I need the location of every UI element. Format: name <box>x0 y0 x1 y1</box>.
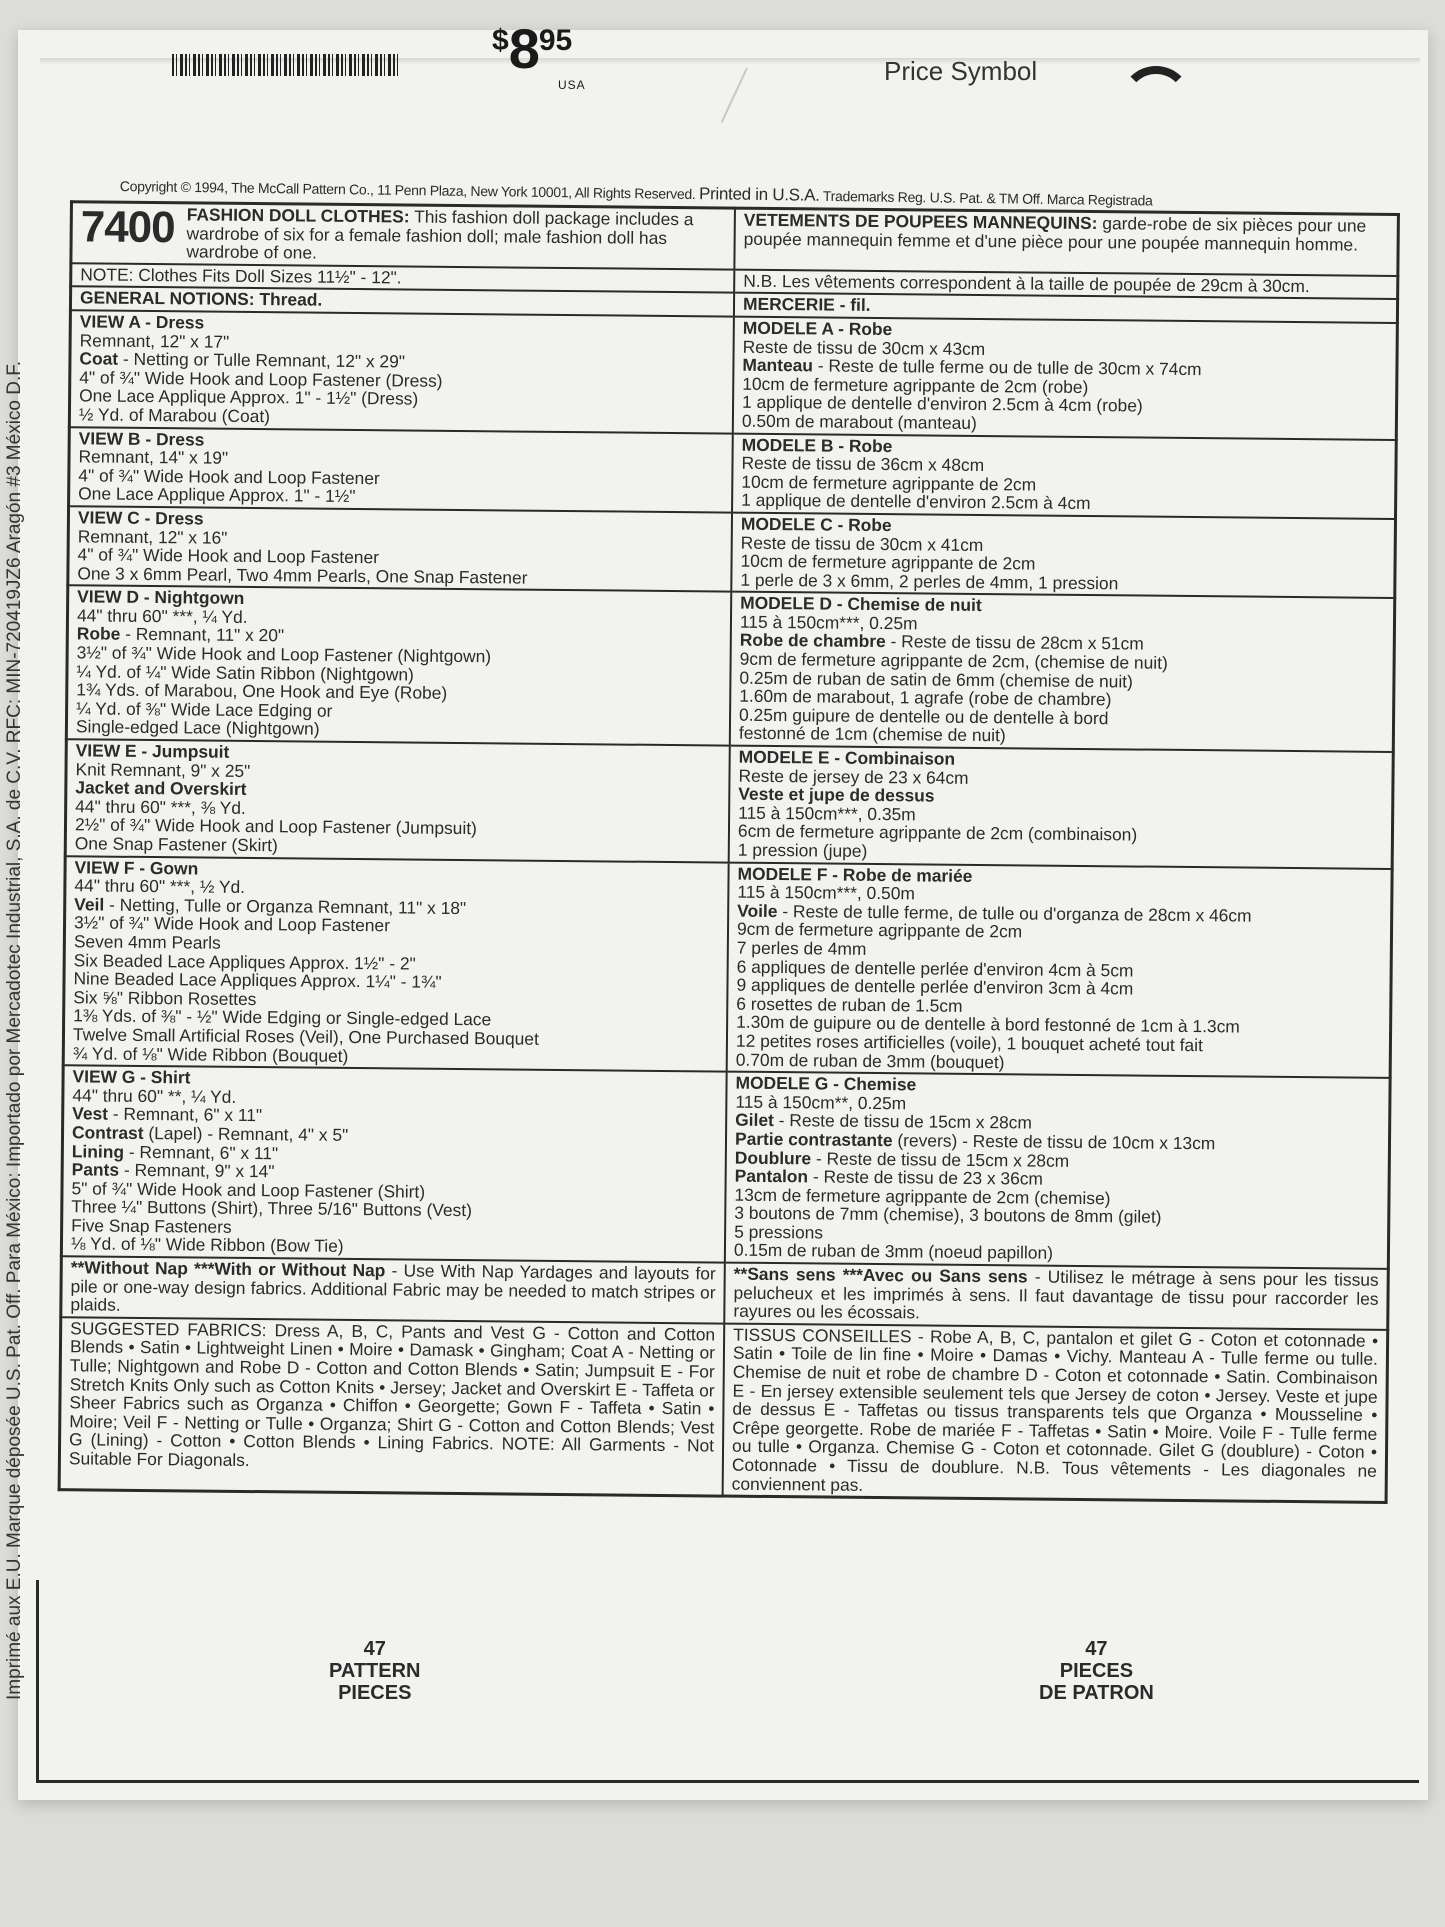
view-line: 1 pression (jupe) <box>737 839 868 861</box>
view-line: Robe de chambre - Reste de tissu de 28cm x 51cm <box>739 630 1144 655</box>
view-line: ¼ Yd. of ¼" Wide Satin Ribbon (Nightgown) <box>76 660 414 685</box>
title-fr <box>734 208 1398 276</box>
view-line: 7 perles de 4mm <box>736 937 867 959</box>
view-line: Voile - Reste de tulle ferme, de tulle ou d'organza de 28cm x 46cm <box>737 900 1252 926</box>
view-line: 9cm de fermeture agrippante de 2cm, (chemise de nuit) <box>739 648 1168 673</box>
title-en <box>71 202 735 270</box>
view-heading: VIEW A - Dress <box>79 311 205 333</box>
printed-in: Printed in U.S.A. <box>698 184 820 205</box>
pattern-pieces-area <box>36 1580 1419 1783</box>
view-cell-en <box>69 310 734 433</box>
view-row <box>66 586 1394 752</box>
pattern-pieces-en <box>329 1638 420 1704</box>
view-cell-en <box>68 506 732 592</box>
view-heading: MODELE B - Robe <box>741 434 893 456</box>
crescent-symbol-icon <box>1120 66 1192 138</box>
view-line: Knit Remnant, 9" x 25" <box>75 758 251 781</box>
view-heading: MODELE E - Combinaison <box>738 746 956 769</box>
view-heading: VIEW C - Dress <box>77 507 204 529</box>
view-line: 1 applique de dentelle d'environ 2.5cm à 4cm <box>741 489 1091 514</box>
view-heading: MODELE D - Chemise de nuit <box>740 592 982 616</box>
view-cell-fr <box>729 746 1394 869</box>
price-country: USA <box>558 78 586 92</box>
view-line: Jacket and Overskirt <box>75 777 247 800</box>
view-heading: VIEW E - Jumpsuit <box>75 740 230 762</box>
barcode-icon <box>172 54 398 76</box>
view-cell-en <box>65 739 730 862</box>
view-line: One Lace Applique Approx. 1" - 1½" (Dress) <box>79 385 419 409</box>
view-line: 4" of ¾" Wide Hook and Loop Fastener <box>77 544 380 568</box>
view-line: Partie contrastante (revers) - Reste de tissu de 10cm x 13cm <box>734 1128 1216 1154</box>
view-line: Gilet - Reste de tissu de 15cm x 28cm <box>735 1109 1033 1133</box>
view-line: Twelve Small Artificial Roses (Veil), One Purchased Bouquet <box>72 1024 539 1049</box>
view-heading: VIEW F - Gown <box>74 856 199 879</box>
pieces-label-fr-2: DE PATRON <box>1039 1682 1154 1704</box>
trademark-text: Trademarks Reg. U.S. Pat. & TM Off. Marca Registrada <box>822 187 1153 209</box>
view-line: One 3 x 6mm Pearl, Two 4mm Pearls, One Snap Fastener <box>77 563 528 588</box>
view-line: 115 à 150cm**, 0.25m <box>735 1091 907 1114</box>
view-line: Contrast (Lapel) - Remnant, 4" x 5" <box>71 1122 349 1145</box>
fabrics-fr-text: TISSUS CONSEILLES - Robe A, B, C, pantalon et gilet G - Coton et cotonnade • Satin • Toile de lin fine • Moire • Damas • Vichy. Manteau A - Tulle ferme ou tulle. Chemise de nuit et robe de chambre D - Coton et cotonnade • Satin. Combinaison E - En jersey extensible seulement tels que Jersey de coton • Jersey. Veste et jupe de dessus E - Taffetas ou tissus transparents tels que Organza • Mousseline • Crêpe georgette. Robe de mariée F - Taffetas • Satin • Moire. Voile F - Tulle ferme ou tulle • Organza. Chemise G - Coton et cotonnade. Gilet G (doublure) - Coton • Cotonnade • Tissu de doublure. N.B. Tous vêtements - Les diagonales ne conviennent pas. <box>731 1324 1379 1495</box>
view-line: One Snap Fastener (Skirt) <box>74 833 278 856</box>
view-heading: MODELE G - Chemise <box>735 1072 917 1095</box>
view-line: Reste de tissu de 36cm x 48cm <box>741 452 985 476</box>
notions-en: GENERAL NOTIONS: Thread. <box>70 287 734 317</box>
view-cell-en <box>66 586 731 746</box>
view-line: Robe - Remnant, 11" x 20" <box>76 623 285 646</box>
pieces-count-en: 47 <box>363 1638 386 1660</box>
view-cell-en <box>61 1065 726 1262</box>
view-line: Pantalon - Reste de tissu de 23 x 36cm <box>734 1165 1044 1189</box>
view-line: Six Beaded Lace Appliques Approx. 1½" - 2" <box>73 949 416 974</box>
view-line: Veste et jupe de dessus <box>738 783 935 806</box>
view-line: Lining - Remnant, 6" x 11" <box>71 1140 279 1163</box>
view-cell-fr <box>732 433 1396 519</box>
view-line: ¾ Yd. of ⅛" Wide Ribbon (Bouquet) <box>72 1042 349 1066</box>
view-heading: VIEW D - Nightgown <box>77 586 245 609</box>
notions-table <box>58 200 1400 1504</box>
view-line: 6 appliques de dentelle perlée d'environ 4cm à 5cm <box>736 956 1134 981</box>
view-line: Six ⅝" Ribbon Rosettes <box>73 987 257 1009</box>
view-line: 12 petites roses artificielles (voile), 1 bouquet acheté tout fait <box>735 1030 1203 1056</box>
price-whole: 8 <box>508 17 539 80</box>
nap-en-bold: **Without Nap ***With or Without Nap <box>70 1257 386 1281</box>
fabrics-en-text: SUGGESTED FABRICS: Dress A, B, C, Pants and Vest G - Cotton and Cotton Blends • Satin • Lightweight Linen • Moire • Damask • Gingham; Coat A - Netting or Tulle; Nightgown and Robe D - Cotton and Cotton Blends • Satin; Jumpsuit E - For Stretch Knits Only such as Cotton Knits • Jersey; Jacket and Overskirt E - Taffeta or Sheer Fabrics such as Organza • Chiffon • Georgette; Gown F - Taffeta • Satin • Moire; Veil F - Netting or Tulle • Organza; Shirt G - Cotton and Cotton Blends; Vest G (Lining) - Cotton • Cotton Blends • Lining Fabrics. NOTE: All Garments - Not Suitable For Diagonals. <box>68 1318 716 1471</box>
view-line: 5" of ¾" Wide Hook and Loop Fastener (Shirt) <box>71 1177 426 1202</box>
nap-fr <box>724 1263 1388 1330</box>
view-line: 9 appliques de dentelle perlée d'environ 3cm à 4cm <box>736 974 1134 999</box>
price-dollar: $ <box>492 24 509 57</box>
fabrics-en <box>59 1317 724 1496</box>
view-line: 10cm de fermeture agrippante de 2cm (robe) <box>742 373 1089 397</box>
view-line: 1¾ Yds. of Marabou, One Hook and Eye (Robe) <box>76 679 448 704</box>
view-line: 44" thru 60" ***, ¼ Yd. <box>76 605 248 627</box>
pattern-number: 7400 <box>80 202 175 253</box>
pieces-label-fr-1: PIECES <box>1059 1660 1134 1682</box>
title-fr-bold: VETEMENTS DE POUPEES MANNEQUINS: <box>743 209 1098 234</box>
title-en-bold: FASHION DOLL CLOTHES: <box>186 204 410 227</box>
view-line: 3½" of ¾" Wide Hook and Loop Fastener (Nightgown) <box>76 642 492 667</box>
view-line: 1⅜ Yds. of ⅜" - ½" Wide Edging or Single-edged Lace <box>73 1005 492 1030</box>
view-line: 3½" of ¾" Wide Hook and Loop Fastener <box>73 912 391 936</box>
view-line: 44" thru 60" ***, ⅜ Yd. <box>75 796 246 818</box>
view-line: Doublure - Reste de tissu de 15cm x 28cm <box>734 1147 1070 1171</box>
view-line: Three ¼" Buttons (Shirt), Three 5/16" Buttons (Vest) <box>71 1196 473 1221</box>
title-en-rest: This fashion doll package includes a wardrobe of six for a female fashion doll; male fashion doll has wardrobe of one. <box>186 206 694 263</box>
view-line: Reste de tissu de 30cm x 43cm <box>742 336 986 359</box>
view-line: Remnant, 12" x 16" <box>77 525 228 548</box>
view-line: One Lace Applique Approx. 1" - 1½" <box>78 483 356 507</box>
view-line: 6cm de fermeture agrippante de 2cm (combinaison) <box>737 821 1138 845</box>
view-row <box>63 856 1392 1078</box>
pattern-pieces-fr <box>1039 1638 1154 1704</box>
view-line: 115 à 150cm***, 0.25m <box>739 611 918 634</box>
view-line: 3 boutons de 7mm (chemise), 3 boutons de 8mm (gilet) <box>734 1202 1162 1228</box>
view-line: Reste de jersey de 23 x 64cm <box>738 765 969 788</box>
view-line: Manteau - Reste de tulle ferme ou de tulle de 30cm x 74cm <box>742 354 1202 380</box>
note-fr: N.B. Les vêtements correspondent à la taille de poupée de 29cm à 30cm. <box>734 269 1398 299</box>
view-line: Remnant, 14" x 19" <box>78 446 229 468</box>
view-line: Five Snap Fasteners <box>71 1215 232 1237</box>
view-line: 0.70m de ruban de 3mm (bouquet) <box>735 1049 1005 1072</box>
view-row <box>61 1065 1390 1269</box>
view-cell-fr <box>733 317 1398 440</box>
view-line: 13cm de fermeture agrippante de 2cm (chemise) <box>734 1184 1111 1208</box>
view-cell-fr <box>731 513 1395 599</box>
view-line: 4" of ¾" Wide Hook and Loop Fastener (Dress) <box>79 367 443 391</box>
view-row <box>68 506 1396 598</box>
title-fr-rest: garde-robe de six pièces pour une poupée mannequin femme et d'une pièce pour une poupée mannequin homme. <box>743 213 1367 255</box>
view-cell-fr <box>725 1072 1390 1269</box>
view-heading: MODELE C - Robe <box>740 513 892 536</box>
nap-en-rest: - Use With Nap Yardages and layouts for pile or one-way design fabrics. Additional Fabric may be needed to match stripes or plaids. <box>70 1260 716 1316</box>
view-line: ¼ Yd. of ⅜" Wide Lace Edging or <box>76 698 333 721</box>
view-line: Veil - Netting, Tulle or Organza Remnant, 11" x 18" <box>74 894 467 918</box>
view-line: 2½" of ¾" Wide Hook and Loop Fastener (Jumpsuit) <box>74 814 477 839</box>
pieces-label-en-1: PATTERN <box>329 1660 421 1682</box>
view-row <box>69 427 1397 519</box>
fabrics-fr <box>723 1323 1388 1502</box>
view-line: Remnant, 12" x 17" <box>79 329 230 352</box>
view-line: 115 à 150cm***, 0.50m <box>737 881 916 904</box>
view-line: 10cm de fermeture agrippante de 2cm <box>740 550 1036 574</box>
view-line: 4" of ¾" Wide Hook and Loop Fastener <box>78 465 380 488</box>
view-cell-en <box>69 427 733 513</box>
notions-fr: MERCERIE - fil. <box>734 293 1398 323</box>
note-en: NOTE: Clothes Fits Doll Sizes 11½" - 12". <box>71 263 735 293</box>
price-symbol-label: Price Symbol <box>884 56 1038 86</box>
view-line: Single-edged Lace (Nightgown) <box>75 716 320 740</box>
view-line: 1.30m de guipure ou de dentelle à bord festonné de 1cm à 1.3cm <box>736 1012 1240 1037</box>
view-line: 44" thru 60" **, ¼ Yd. <box>72 1085 237 1107</box>
view-heading: MODELE A - Robe <box>742 317 893 340</box>
view-line: Vest - Remnant, 6" x 11" <box>72 1103 263 1126</box>
view-line: 115 à 150cm***, 0.35m <box>738 802 916 825</box>
view-line: ½ Yd. of Marabou (Coat) <box>78 404 271 427</box>
nap-fr-bold: **Sans sens ***Avec ou Sans sens <box>733 1263 1028 1287</box>
view-line: ⅛ Yd. of ⅛" Wide Ribbon (Bow Tie) <box>70 1233 344 1257</box>
view-line: 44" thru 60" ***, ½ Yd. <box>74 875 246 898</box>
view-line: Coat - Netting or Tulle Remnant, 12" x 29" <box>79 348 406 372</box>
view-cell-fr <box>727 862 1392 1078</box>
view-line: 1.60m de marabout, 1 agrafe (robe de chambre) <box>739 685 1112 710</box>
view-line: 9cm de fermeture agrippante de 2cm <box>736 919 1023 942</box>
view-line: 0.50m de marabout (manteau) <box>741 410 977 433</box>
pattern-info-sheet <box>34 200 1416 1504</box>
view-line: 1 perle de 3 x 6mm, 2 perles de 4mm, 1 pression <box>740 569 1119 593</box>
nap-en <box>61 1256 725 1323</box>
view-line: Nine Beaded Lace Appliques Approx. 1¼" - 1¾" <box>73 968 442 992</box>
side-import-text: Imprimé aux E.U. Marque déposée U.S. Pat. Off. Para México: Importado por Mercadotec Industrial, S.A. de C.V. RFC: MIN-720419JZ6 Aragón #3 México D.F. <box>4 360 25 1700</box>
view-line: 0.15m de ruban de 3mm (noeud papillon) <box>733 1240 1054 1264</box>
view-line: Pants - Remnant, 9" x 14" <box>71 1159 275 1182</box>
copyright-text: Copyright © 1994, The McCall Pattern Co., 11 Penn Plaza, New York 10001, All Rights Reserved. <box>119 177 696 203</box>
price-tag <box>492 16 586 92</box>
views-body <box>61 310 1397 1269</box>
view-line: festonné de 1cm (chemise de nuit) <box>738 723 1006 746</box>
pieces-label-en-2: PIECES <box>338 1682 412 1704</box>
view-heading: VIEW B - Dress <box>78 427 205 450</box>
view-line: 5 pressions <box>734 1221 824 1243</box>
view-line: 6 rosettes de ruban de 1.5cm <box>736 993 963 1016</box>
pieces-count-fr: 47 <box>1085 1638 1108 1660</box>
view-heading: MODELE F - Robe de mariée <box>737 863 973 886</box>
view-cell-en <box>63 856 728 1072</box>
view-line: Seven 4mm Pearls <box>73 931 221 953</box>
view-row <box>65 739 1393 868</box>
view-line: Reste de tissu de 30cm x 41cm <box>740 532 984 555</box>
view-line: 1 applique de dentelle d'environ 2.5cm à 4cm (robe) <box>741 392 1143 416</box>
nap-fr-rest: - Utilisez le métrage à sens pour les tissus pelucheux et les imprimés à sens. Il faut davantage de tissu pour raccorder les rayures ou les écossais. <box>733 1266 1379 1323</box>
view-cell-fr <box>730 592 1395 752</box>
view-line: 0.25m guipure de dentelle ou de dentelle à bord <box>738 704 1109 729</box>
price-cents: 95 <box>538 24 573 57</box>
fabrics-row <box>59 1317 1388 1503</box>
view-line: 10cm de fermeture agrippante de 2cm <box>741 471 1037 495</box>
view-row <box>69 310 1397 439</box>
view-heading: VIEW G - Shirt <box>72 1066 191 1088</box>
view-line: 0.25m de ruban de satin de 6mm (chemise de nuit) <box>739 667 1133 692</box>
